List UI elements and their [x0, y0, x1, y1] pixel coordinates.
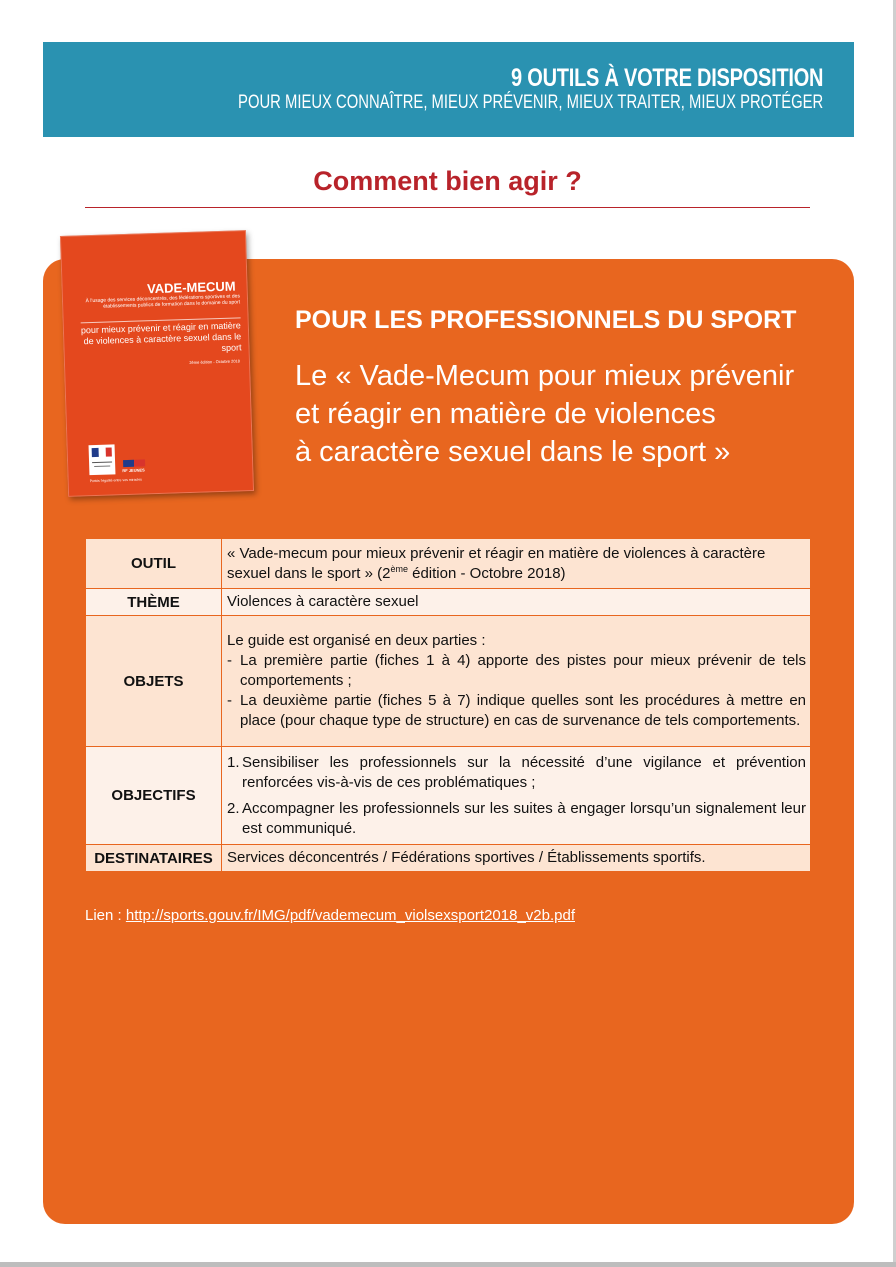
row-label: OBJECTIFS [86, 747, 222, 845]
row-value [222, 616, 811, 747]
row-value [222, 747, 811, 845]
page-title: Comment bien agir ? [313, 166, 582, 196]
row-label: OUTIL [86, 539, 222, 589]
table-row-outil [86, 539, 811, 589]
outil-text: « Vade-mecum pour mieux prévenir et réagir en matière de violences à caractère sexuel dans le sport » (2 [227, 544, 766, 582]
list-item [227, 799, 806, 839]
row-value: Services déconcentrés / Fédérations sportives / Établissements sportifs. [222, 845, 811, 872]
booklet-title: VADE-MECUM [146, 278, 236, 297]
table-row-objectifs [86, 747, 811, 845]
row-label: DESTINATAIRES [86, 845, 222, 872]
banner-title: 9 OUTILS À VOTRE DISPOSITION [510, 64, 823, 92]
list-item: - La première partie (fiches 1 à 4) apporte des pistes pour mieux prévenir de tels comportements ; [227, 651, 806, 691]
banner-subtitle: POUR MIEUX CONNAÎTRE, MIEUX PRÉVENIR, MIEUX TRAITER, MIEUX PROTÉGER [237, 92, 823, 113]
booklet-cover-image [60, 230, 254, 497]
table-row-objets [86, 616, 811, 747]
outil-superscript: ème [390, 563, 408, 574]
list-number: 1. [227, 753, 240, 771]
booklet-footer: Portés l'égalité entre vos miracles [89, 477, 142, 484]
headline-line: Le « Vade-Mecum pour mieux prévenir [295, 360, 795, 392]
list-number: 2. [227, 799, 240, 817]
pdf-link[interactable]: http://sports.gouv.fr/IMG/pdf/vademecum_violsexsport2018_v2b.pdf [125, 907, 575, 924]
booklet-subtitle: À l'usage des services déconcentrés, des fédérations sportives et des établissements publics de formation dans le domaine du sport [85, 293, 241, 310]
list-item [227, 753, 806, 793]
row-label: THÈME [86, 589, 222, 616]
table-row-destinataires [86, 845, 811, 872]
row-label: OBJETS [86, 616, 222, 747]
booklet-tagline: pour mieux prévenir et réagir en matière de violences à caractère sexuel dans le sport [80, 320, 242, 353]
list-text: Accompagner les professionnels sur les suites à engager lorsqu’un signalement leur est communiqué. [242, 799, 806, 837]
booklet-edition: 2ème édition - Octobre 2018 [189, 358, 241, 365]
list-text: Sensibiliser les professionnels sur la nécessité d’une vigilance et prévention renforcées vis-à-vis de ces problématiques ; [242, 753, 806, 791]
headline-line: et réagir en matière de violences [295, 398, 716, 430]
link-label: Lien : [85, 907, 126, 924]
heading-divider [85, 207, 810, 208]
link-line [85, 907, 575, 924]
ministry-logo-icon [123, 459, 145, 467]
tool-info-table [85, 538, 811, 872]
headline-line: à caractère sexuel dans le sport » [295, 436, 731, 468]
audience-heading: POUR LES PROFESSIONNELS DU SPORT [295, 306, 797, 334]
list-item: - La deuxième partie (fiches 5 à 7) indique quelles sont les procédures à mettre en place (pour chaque type de structure) en cas de survenance de tels comportements. [227, 691, 806, 731]
table-row-theme [86, 589, 811, 616]
outil-text-tail: édition - Octobre 2018) [407, 564, 566, 582]
row-value: Violences à caractère sexuel [222, 589, 811, 616]
header-banner [43, 42, 854, 137]
objets-intro: Le guide est organisé en deux parties : [227, 632, 486, 649]
row-value [222, 539, 811, 589]
page-edge [0, 1262, 896, 1267]
tool-headline [295, 357, 835, 471]
booklet-brand: RF JEUNES [122, 467, 145, 474]
marianne-logo-icon [89, 444, 116, 475]
